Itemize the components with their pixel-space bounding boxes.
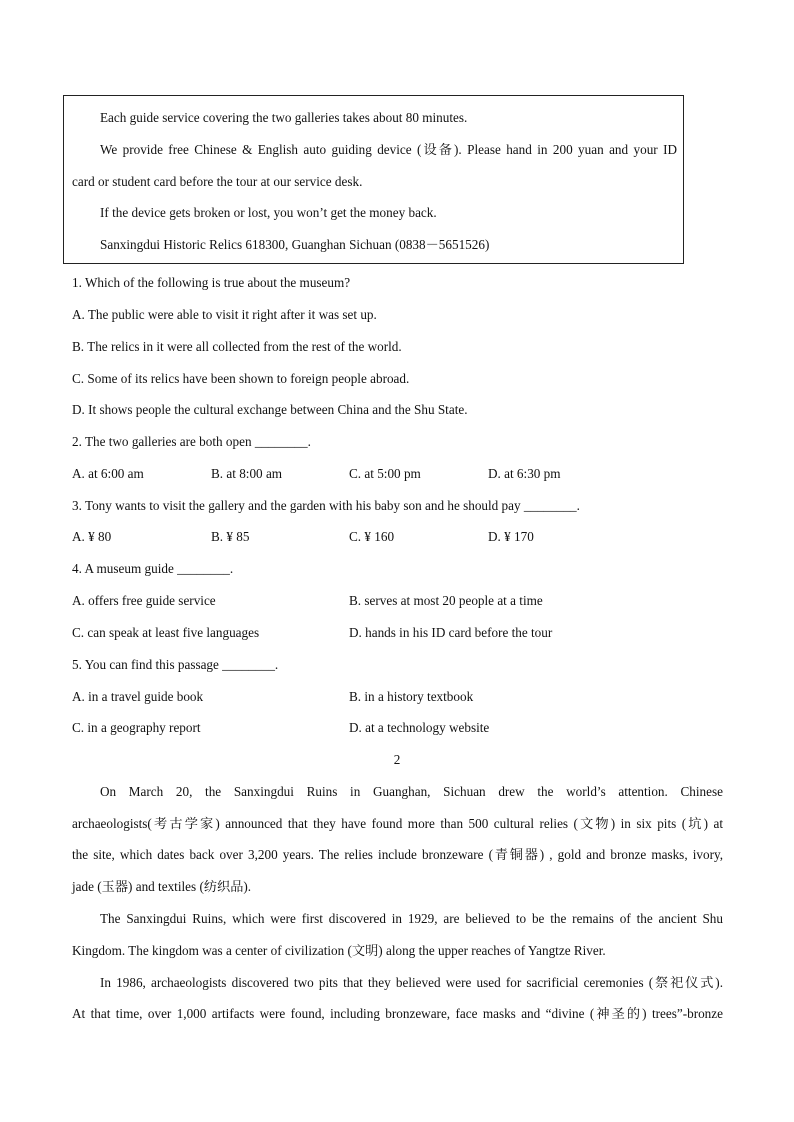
question-4-option-d: D. hands in his ID card before the tour [349, 625, 553, 640]
info-line-guide-duration: Each guide service covering the two galleries takes about 80 minutes. [100, 110, 468, 125]
info-line-device: We provide free Chinese & English auto guiding device (设备). Please hand in 200 yuan and your ID [100, 142, 677, 157]
info-line-money: If the device gets broken or lost, you won’t get the money back. [100, 205, 437, 220]
section-number: 2 [393, 752, 401, 767]
question-1-stem: 1. Which of the following is true about the museum? [72, 275, 351, 290]
question-5-option-b: B. in a history textbook [349, 689, 474, 704]
question-2-option-c: C. at 5:00 pm [349, 466, 421, 481]
passage-p1-line-3: the site, which dates back over 3,200 years. The relies include bronzeware (青铜器) , gold and bronze masks, ivory, [72, 847, 723, 862]
question-3-stem: 3. Tony wants to visit the gallery and the garden with his baby son and he should pay ________. [72, 498, 580, 513]
question-5-option-c: C. in a geography report [72, 720, 201, 735]
question-4-option-b: B. serves at most 20 people at a time [349, 593, 543, 608]
info-line-service-desk: card or student card before the tour at our service desk. [72, 174, 363, 189]
question-2-option-b: B. at 8:00 am [211, 466, 283, 481]
passage-p1-line-4: jade (玉器) and textiles (纺织品). [72, 879, 252, 894]
passage-p3-line-1: In 1986, archaeologists discovered two pits that they believed were used for sacrificial ceremonies (祭祀仪式). [100, 975, 723, 990]
question-5-stem: 5. You can find this passage ________. [72, 657, 279, 672]
question-5-option-d: D. at a technology website [349, 720, 490, 735]
question-3-option-a: A. ¥ 80 [72, 529, 112, 544]
question-1-option-a: A. The public were able to visit it right after it was set up. [72, 307, 377, 322]
question-3-option-d: D. ¥ 170 [488, 529, 534, 544]
question-1-option-b: B. The relics in it were all collected from the rest of the world. [72, 339, 402, 354]
question-1-option-c: C. Some of its relics have been shown to foreign people abroad. [72, 371, 410, 386]
question-4-stem: 4. A museum guide ________. [72, 561, 234, 576]
info-line-address: Sanxingdui Historic Relics 618300, Guanghan Sichuan (0838－5651526) [100, 237, 490, 252]
question-1-option-d: D. It shows people the cultural exchange between China and the Shu State. [72, 402, 468, 417]
question-5-option-a: A. in a travel guide book [72, 689, 204, 704]
passage-p2-line-1: The Sanxingdui Ruins, which were first discovered in 1929, are believed to be the remains of the ancient Shu [100, 911, 723, 926]
passage-p1-line-2: archaeologists(考古学家) announced that they have found more than 500 cultural relies (文物) in six pits (坑) at [72, 816, 723, 831]
question-2-option-d: D. at 6:30 pm [488, 466, 561, 481]
question-3-option-c: C. ¥ 160 [349, 529, 395, 544]
passage-p1-line-1: On March 20, the Sanxingdui Ruins in Guanghan, Sichuan drew the world’s attention. Chinese [100, 784, 723, 799]
question-4-option-a: A. offers free guide service [72, 593, 216, 608]
question-3-option-b: B. ¥ 85 [211, 529, 250, 544]
question-2-stem: 2. The two galleries are both open ________. [72, 434, 311, 449]
passage-p2-line-2: Kingdom. The kingdom was a center of civilization (文明) along the upper reaches of Yangtze River. [72, 943, 606, 958]
question-2-option-a: A. at 6:00 am [72, 466, 144, 481]
passage-p3-line-2: At that time, over 1,000 artifacts were found, including bronzeware, face masks and “divine (神圣的) trees”-bronze [72, 1006, 723, 1021]
question-4-option-c: C. can speak at least five languages [72, 625, 260, 640]
